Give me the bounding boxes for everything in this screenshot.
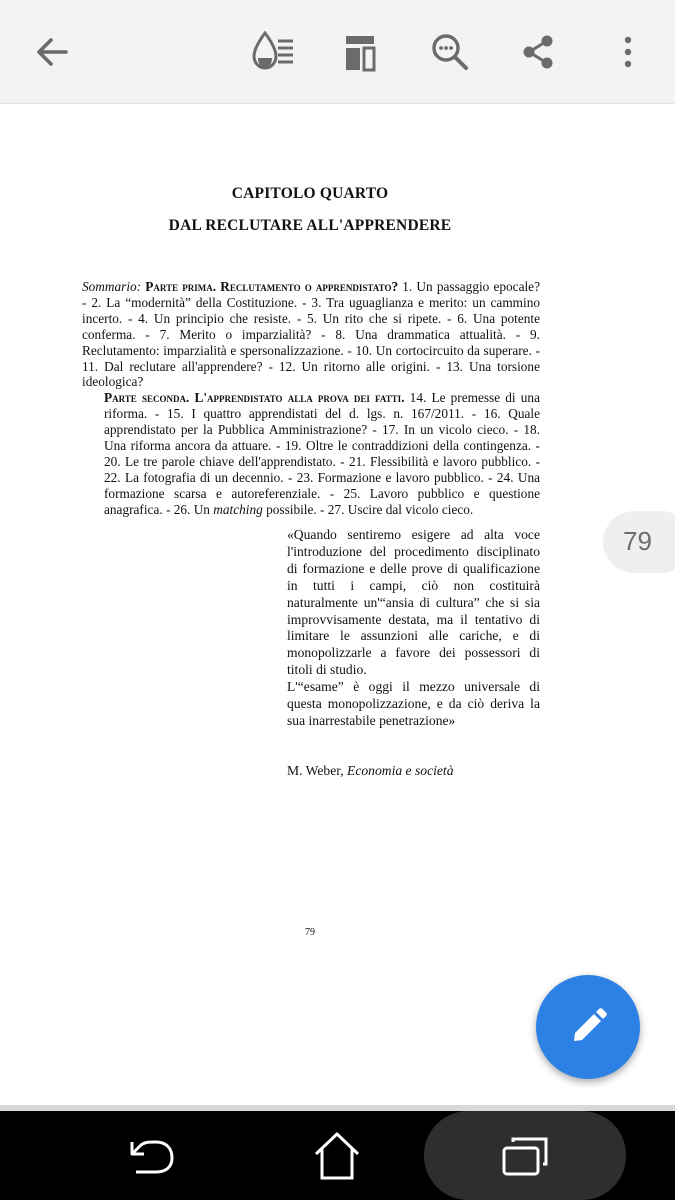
part-one-text: 1. Un passaggio epocale? - 2. La “modernità” della Costituzione. - 3. Tra uguaglianza e merito: un cammino incerto. - 4. Un principio che resiste. - 5. Un rito che si ripete. - 6. Una potente conferma. - 7. Merito o imparzialità? - 8. Una drammatica attualità. - 9. Reclutamento: imparzialità e spersonalizzazione. - 10. Un cortocircuito da superare. - 11. Dal reclutare all'apprendere? - 12. Un ritorno alle origini. - 13. Una torsione ideologica? <box>82 279 540 390</box>
nav-home-icon <box>311 1130 363 1182</box>
nav-recents-button[interactable] <box>470 1111 580 1200</box>
nav-recents-icon <box>499 1134 551 1178</box>
chapter-summary <box>82 279 540 518</box>
page-layout-icon <box>338 30 382 74</box>
part-two-italic: matching <box>213 501 263 517</box>
epigraph-quote <box>287 527 540 730</box>
reading-mode-button[interactable] <box>242 22 302 82</box>
search-button[interactable] <box>420 22 480 82</box>
more-options-icon <box>618 32 638 72</box>
epigraph-work: Economia e società <box>347 763 454 778</box>
app-toolbar <box>0 0 675 104</box>
zoom-search-icon <box>429 31 471 73</box>
edit-pencil-icon <box>566 1005 610 1049</box>
edit-fab-button[interactable] <box>536 975 640 1079</box>
more-options-button[interactable] <box>598 22 658 82</box>
nav-home-button[interactable] <box>282 1111 392 1200</box>
nav-back-button[interactable] <box>96 1111 206 1200</box>
summary-part-one <box>82 279 540 390</box>
back-arrow-icon <box>32 32 72 72</box>
page-layout-button[interactable] <box>330 22 390 82</box>
epigraph-attribution <box>287 763 454 779</box>
part-two-heading: Parte seconda. L'apprendistato alla prova dei fatti. <box>104 390 405 406</box>
share-button[interactable] <box>508 22 568 82</box>
part-one-heading: Parte prima. Reclutamento o apprendistato? <box>145 279 399 294</box>
chapter-title: DAL RECLUTARE ALL'APPRENDERE <box>168 217 452 234</box>
share-icon <box>518 32 558 72</box>
epigraph-author: M. Weber, <box>287 763 348 778</box>
summary-label: Sommario: <box>82 279 142 294</box>
epigraph-paragraph-2: L'“esame” è oggi il mezzo universale di questa monopolizzazione, e da ciò deriva la sua inarrestabile penetrazione» <box>287 679 540 728</box>
epigraph-paragraph: «Quando sentiremo esigere ad alta voce l'introduzione del procedimento disciplinato di formazione e delle prove di qualificazione in tutti i campi, ciò non costituirà naturalmente un'“ansia di cultura” che si sia improvvisamente destata, ma il tentativo di limitare le assunzioni alle cariche, e di monopolizzarle a favore dei possessori di titoli di studio. <box>287 527 540 678</box>
page-indicator-number: 79 <box>623 526 652 556</box>
summary-part-two <box>82 390 540 517</box>
chapter-number: CAPITOLO QUARTO <box>231 185 389 202</box>
page-number: 79 <box>305 927 315 938</box>
part-two-text: 14. Le premesse di una riforma. - 15. I quattro apprendistati del d. lgs. n. 167/2011. - 16. Quale apprendistato per la Pubblica Amministrazione? - 17. In un vicolo cieco. - 18. Una riforma ancora da attuare. - 19. Oltre le contraddizioni della contingenza. - 20. Le tre parole chiave dell'apprendistato. - 21. Flessibilità e lavoro pubblico. - 22. La fotografia di un decennio. - 23. Formazione e lavoro pubblico. - 24. Una formazione scarsa e autoreferenziale. - 25. Lavoro pubblico e questione anagrafica. - 26. Un <box>104 390 540 517</box>
part-two-text-end: possibile. - 27. Uscire dal vicolo cieco. <box>262 501 474 517</box>
page-indicator[interactable] <box>603 511 675 573</box>
reading-mode-icon <box>247 27 297 77</box>
back-button[interactable] <box>22 22 82 82</box>
nav-back-icon <box>126 1134 176 1178</box>
